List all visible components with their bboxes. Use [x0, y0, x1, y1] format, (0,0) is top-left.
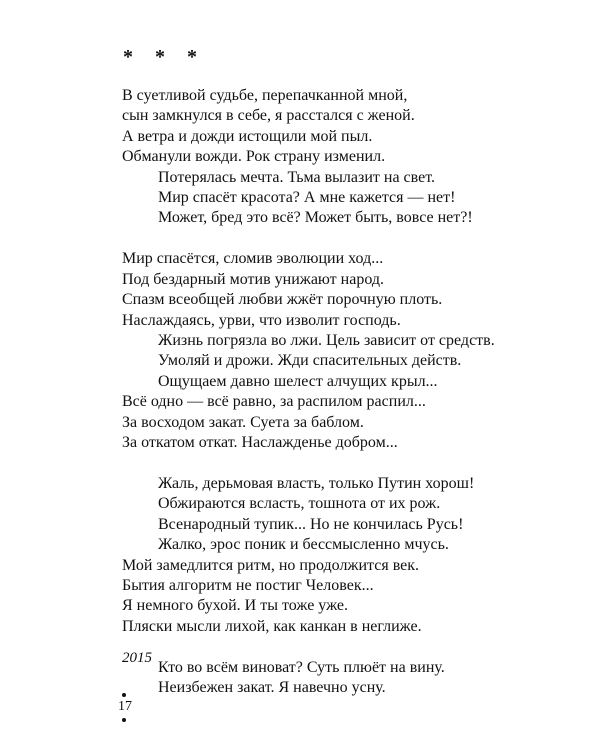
- poem-line: Жизнь погрязла во лжи. Цель зависит от средств.: [158, 331, 495, 349]
- poem-line: Пляски мысли лихой, как канкан в неглиже.: [122, 617, 422, 635]
- poem-line: Бытия алгоритм не постиг Человек...: [122, 576, 374, 594]
- poem-line: Умоляй и дрожи. Жди спасительных действ.: [158, 352, 462, 370]
- poem-line: За откатом откат. Наслажденье добром...: [122, 434, 398, 451]
- poem-year: 2015: [122, 650, 152, 666]
- poem-line: Обжираются всласть, тошнота от их рож.: [158, 495, 441, 513]
- folio-dot-top: [122, 693, 126, 697]
- poem-line: Жалко, эрос поник и бессмысленно мчусь.: [158, 536, 449, 554]
- stanza-ornament: [122, 46, 198, 69]
- stanza: [122, 474, 562, 637]
- poem-line: Ощущаем давно шелест алчущих крыл...: [158, 372, 438, 390]
- poem-line: Неизбежен закат. Я навечно усну.: [158, 679, 386, 697]
- stanza: [122, 86, 562, 229]
- poem-line: А ветра и дожди истощили мой пыл.: [122, 127, 373, 145]
- page-number: 17: [118, 699, 132, 714]
- poem-line: Всенародный тупик... Но не кончилась Русь!: [158, 515, 464, 533]
- folio-dot-bottom: [122, 718, 126, 722]
- poem-line: Всё одно — всё равно, за распилом распил...: [122, 393, 426, 411]
- poem-line: Может, бред это всё? Может быть, вовсе нет?!: [158, 209, 473, 227]
- stanza: [122, 658, 562, 699]
- poem-line: Наслаждаясь, урви, что изволит господь.: [122, 311, 401, 329]
- poem-line: Мир спасёт красота? А мне кажется — нет!: [158, 189, 456, 207]
- poem-line: Я немного бухой. И ты тоже уже.: [122, 597, 349, 615]
- poem-line: Мир спасётся, сломив эволюции ход...: [122, 250, 384, 268]
- poem-line: Жаль, дерьмовая власть, только Путин хорош!: [158, 474, 475, 492]
- poem-line: Спазм всеобщей любви жжёт порочную плоть.: [122, 291, 443, 309]
- poem-line: Потерялась мечта. Тьма вылазит на свет.: [158, 168, 436, 186]
- poem-line: В суетливой судьбе, перепачканной мной,: [122, 87, 408, 104]
- poem-line: сын замкнулся в себе, я расстался с женой.: [122, 107, 415, 125]
- poem-line: Под бездарный мотив унижают народ.: [122, 270, 384, 288]
- asterisk: *: [187, 46, 197, 68]
- asterisk: *: [155, 46, 165, 68]
- poem-line: Обманули вожди. Рок страну изменил.: [122, 148, 386, 166]
- poem-line: Кто во всём виноват? Суть плюёт на вину.: [158, 658, 445, 676]
- poem-line: За восходом закат. Суета за баблом.: [122, 413, 364, 431]
- stanza: [122, 249, 562, 453]
- poem-line: Мой замедлится ритм, но продолжится век.: [122, 556, 420, 574]
- asterisk: *: [123, 46, 133, 68]
- page-folio: [118, 693, 130, 722]
- poem-body: [122, 86, 562, 719]
